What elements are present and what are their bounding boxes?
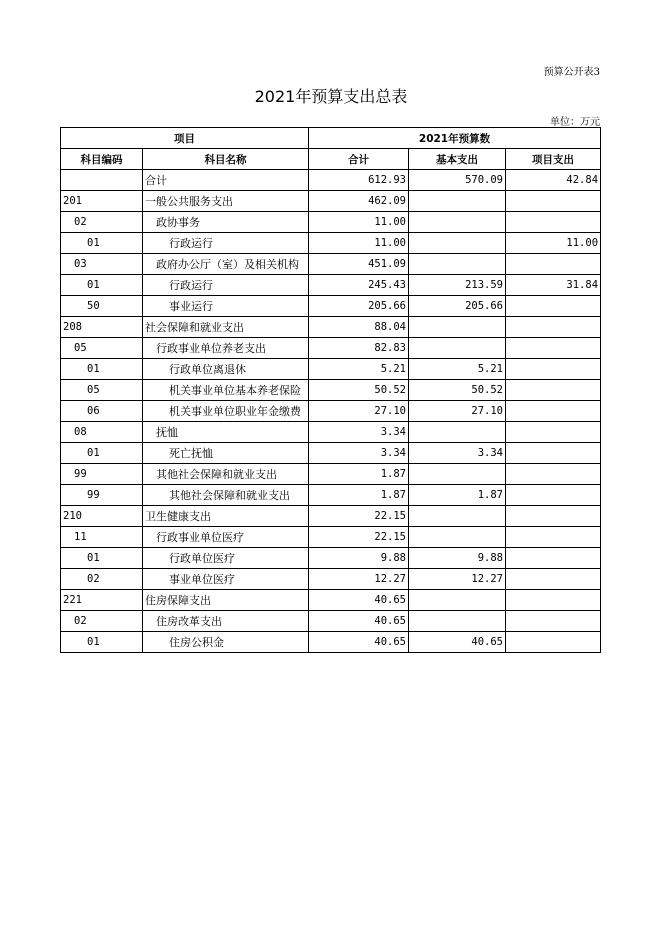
subject-name-cell: 住房保障支出 bbox=[143, 590, 309, 611]
subject-name-cell: 机关事业单位职业年金缴费 bbox=[143, 401, 309, 422]
subject-name-cell: 其他社会保障和就业支出 bbox=[143, 464, 309, 485]
total-cell: 205.66 bbox=[309, 296, 409, 317]
basic-expenditure-cell: 1.87 bbox=[409, 485, 506, 506]
subject-code-cell: 05 bbox=[61, 380, 143, 401]
basic-expenditure-cell bbox=[409, 590, 506, 611]
subject-code-cell: 221 bbox=[61, 590, 143, 611]
table-row bbox=[61, 401, 601, 422]
subject-name-cell: 住房改革支出 bbox=[143, 611, 309, 632]
header-project-expenditure: 项目支出 bbox=[506, 149, 601, 170]
basic-expenditure-cell: 3.34 bbox=[409, 443, 506, 464]
budget-expenditure-table bbox=[60, 127, 601, 653]
subject-code-cell: 210 bbox=[61, 506, 143, 527]
subject-code-cell: 99 bbox=[61, 464, 143, 485]
subject-code-cell: 01 bbox=[61, 548, 143, 569]
table-row bbox=[61, 359, 601, 380]
subject-code-cell: 02 bbox=[61, 212, 143, 233]
table-row bbox=[61, 611, 601, 632]
total-cell: 9.88 bbox=[309, 548, 409, 569]
basic-expenditure-cell: 213.59 bbox=[409, 275, 506, 296]
basic-expenditure-cell: 570.09 bbox=[409, 170, 506, 191]
subject-code-cell: 01 bbox=[61, 275, 143, 296]
subject-name-cell: 住房公积金 bbox=[143, 632, 309, 653]
table-row bbox=[61, 422, 601, 443]
table-row bbox=[61, 212, 601, 233]
subject-name-cell: 卫生健康支出 bbox=[143, 506, 309, 527]
table-row bbox=[61, 191, 601, 212]
total-cell: 12.27 bbox=[309, 569, 409, 590]
header-basic: 基本支出 bbox=[409, 149, 506, 170]
subject-code-cell: 02 bbox=[61, 569, 143, 590]
project-expenditure-cell bbox=[506, 212, 601, 233]
table-row bbox=[61, 233, 601, 254]
project-expenditure-cell bbox=[506, 401, 601, 422]
subject-code-cell: 11 bbox=[61, 527, 143, 548]
table-row bbox=[61, 632, 601, 653]
basic-expenditure-cell: 27.10 bbox=[409, 401, 506, 422]
table-row bbox=[61, 296, 601, 317]
total-cell: 11.00 bbox=[309, 233, 409, 254]
subject-code-cell: 201 bbox=[61, 191, 143, 212]
project-expenditure-cell: 42.84 bbox=[506, 170, 601, 191]
total-cell: 3.34 bbox=[309, 443, 409, 464]
header-row-1 bbox=[61, 128, 601, 149]
project-expenditure-cell bbox=[506, 506, 601, 527]
subject-name-cell: 行政事业单位养老支出 bbox=[143, 338, 309, 359]
subject-name-cell: 合计 bbox=[143, 170, 309, 191]
total-cell: 1.87 bbox=[309, 485, 409, 506]
subject-name-cell: 社会保障和就业支出 bbox=[143, 317, 309, 338]
subject-name-cell: 其他社会保障和就业支出 bbox=[143, 485, 309, 506]
basic-expenditure-cell: 205.66 bbox=[409, 296, 506, 317]
project-expenditure-cell bbox=[506, 569, 601, 590]
page-title: 2021年预算支出总表 bbox=[254, 87, 408, 106]
table-row bbox=[61, 338, 601, 359]
project-expenditure-cell bbox=[506, 296, 601, 317]
project-expenditure-cell: 31.84 bbox=[506, 275, 601, 296]
total-cell: 22.15 bbox=[309, 506, 409, 527]
project-expenditure-cell bbox=[506, 632, 601, 653]
project-expenditure-cell bbox=[506, 590, 601, 611]
subject-name-cell: 行政事业单位医疗 bbox=[143, 527, 309, 548]
subject-code-cell: 02 bbox=[61, 611, 143, 632]
basic-expenditure-cell bbox=[409, 212, 506, 233]
table-row bbox=[61, 170, 601, 191]
total-cell: 82.83 bbox=[309, 338, 409, 359]
basic-expenditure-cell bbox=[409, 611, 506, 632]
subject-name-cell: 行政单位医疗 bbox=[143, 548, 309, 569]
project-expenditure-cell bbox=[506, 611, 601, 632]
basic-expenditure-cell bbox=[409, 527, 506, 548]
basic-expenditure-cell bbox=[409, 233, 506, 254]
basic-expenditure-cell bbox=[409, 422, 506, 443]
basic-expenditure-cell: 12.27 bbox=[409, 569, 506, 590]
subject-name-cell: 行政运行 bbox=[143, 275, 309, 296]
total-cell: 27.10 bbox=[309, 401, 409, 422]
table-body bbox=[61, 170, 601, 653]
basic-expenditure-cell bbox=[409, 506, 506, 527]
total-cell: 40.65 bbox=[309, 590, 409, 611]
subject-code-cell: 01 bbox=[61, 443, 143, 464]
subject-code-cell: 208 bbox=[61, 317, 143, 338]
total-cell: 462.09 bbox=[309, 191, 409, 212]
basic-expenditure-cell: 40.65 bbox=[409, 632, 506, 653]
basic-expenditure-cell bbox=[409, 464, 506, 485]
project-expenditure-cell bbox=[506, 548, 601, 569]
subject-name-cell: 机关事业单位基本养老保险 bbox=[143, 380, 309, 401]
project-expenditure-cell: 11.00 bbox=[506, 233, 601, 254]
table-row bbox=[61, 254, 601, 275]
subject-name-cell: 抚恤 bbox=[143, 422, 309, 443]
table-row bbox=[61, 380, 601, 401]
subject-name-cell: 死亡抚恤 bbox=[143, 443, 309, 464]
total-cell: 40.65 bbox=[309, 632, 409, 653]
total-cell: 88.04 bbox=[309, 317, 409, 338]
basic-expenditure-cell bbox=[409, 191, 506, 212]
subject-code-cell: 99 bbox=[61, 485, 143, 506]
table-row bbox=[61, 317, 601, 338]
project-expenditure-cell bbox=[506, 380, 601, 401]
basic-expenditure-cell: 5.21 bbox=[409, 359, 506, 380]
project-expenditure-cell bbox=[506, 464, 601, 485]
subject-code-cell: 50 bbox=[61, 296, 143, 317]
total-cell: 1.87 bbox=[309, 464, 409, 485]
header-budget: 2021年预算数 bbox=[309, 128, 601, 149]
header-name: 科目名称 bbox=[143, 149, 309, 170]
project-expenditure-cell bbox=[506, 422, 601, 443]
subject-name-cell: 行政单位离退休 bbox=[143, 359, 309, 380]
project-expenditure-cell bbox=[506, 338, 601, 359]
subject-code-cell: 03 bbox=[61, 254, 143, 275]
header-code: 科目编码 bbox=[61, 149, 143, 170]
basic-expenditure-cell bbox=[409, 317, 506, 338]
project-expenditure-cell bbox=[506, 443, 601, 464]
project-expenditure-cell bbox=[506, 254, 601, 275]
subject-name-cell: 行政运行 bbox=[143, 233, 309, 254]
subject-name-cell: 事业运行 bbox=[143, 296, 309, 317]
total-cell: 22.15 bbox=[309, 527, 409, 548]
total-cell: 612.93 bbox=[309, 170, 409, 191]
subject-code-cell: 01 bbox=[61, 233, 143, 254]
header-row-2 bbox=[61, 149, 601, 170]
subject-name-cell: 一般公共服务支出 bbox=[143, 191, 309, 212]
project-expenditure-cell bbox=[506, 527, 601, 548]
total-cell: 245.43 bbox=[309, 275, 409, 296]
subject-code-cell: 05 bbox=[61, 338, 143, 359]
table-row bbox=[61, 275, 601, 296]
form-number-label: 预算公开表3 bbox=[543, 67, 600, 78]
total-cell: 11.00 bbox=[309, 212, 409, 233]
project-expenditure-cell bbox=[506, 317, 601, 338]
header-project: 项目 bbox=[61, 128, 309, 149]
subject-code-cell: 01 bbox=[61, 632, 143, 653]
table-row bbox=[61, 569, 601, 590]
table-row bbox=[61, 485, 601, 506]
project-expenditure-cell bbox=[506, 485, 601, 506]
total-cell: 5.21 bbox=[309, 359, 409, 380]
table-row bbox=[61, 506, 601, 527]
subject-name-cell: 政府办公厅（室）及相关机构 bbox=[143, 254, 309, 275]
header-total: 合计 bbox=[309, 149, 409, 170]
total-cell: 50.52 bbox=[309, 380, 409, 401]
total-cell: 451.09 bbox=[309, 254, 409, 275]
subject-name-cell: 政协事务 bbox=[143, 212, 309, 233]
basic-expenditure-cell bbox=[409, 338, 506, 359]
subject-code-cell: 06 bbox=[61, 401, 143, 422]
subject-code-cell bbox=[61, 170, 143, 191]
table-row bbox=[61, 548, 601, 569]
project-expenditure-cell bbox=[506, 359, 601, 380]
table-row bbox=[61, 464, 601, 485]
subject-name-cell: 事业单位医疗 bbox=[143, 569, 309, 590]
project-expenditure-cell bbox=[506, 191, 601, 212]
subject-code-cell: 08 bbox=[61, 422, 143, 443]
total-cell: 40.65 bbox=[309, 611, 409, 632]
subject-code-cell: 01 bbox=[61, 359, 143, 380]
table-row bbox=[61, 527, 601, 548]
table-row bbox=[61, 443, 601, 464]
total-cell: 3.34 bbox=[309, 422, 409, 443]
basic-expenditure-cell: 9.88 bbox=[409, 548, 506, 569]
basic-expenditure-cell: 50.52 bbox=[409, 380, 506, 401]
basic-expenditure-cell bbox=[409, 254, 506, 275]
table-row bbox=[61, 590, 601, 611]
unit-label: 单位：万元 bbox=[550, 117, 600, 128]
